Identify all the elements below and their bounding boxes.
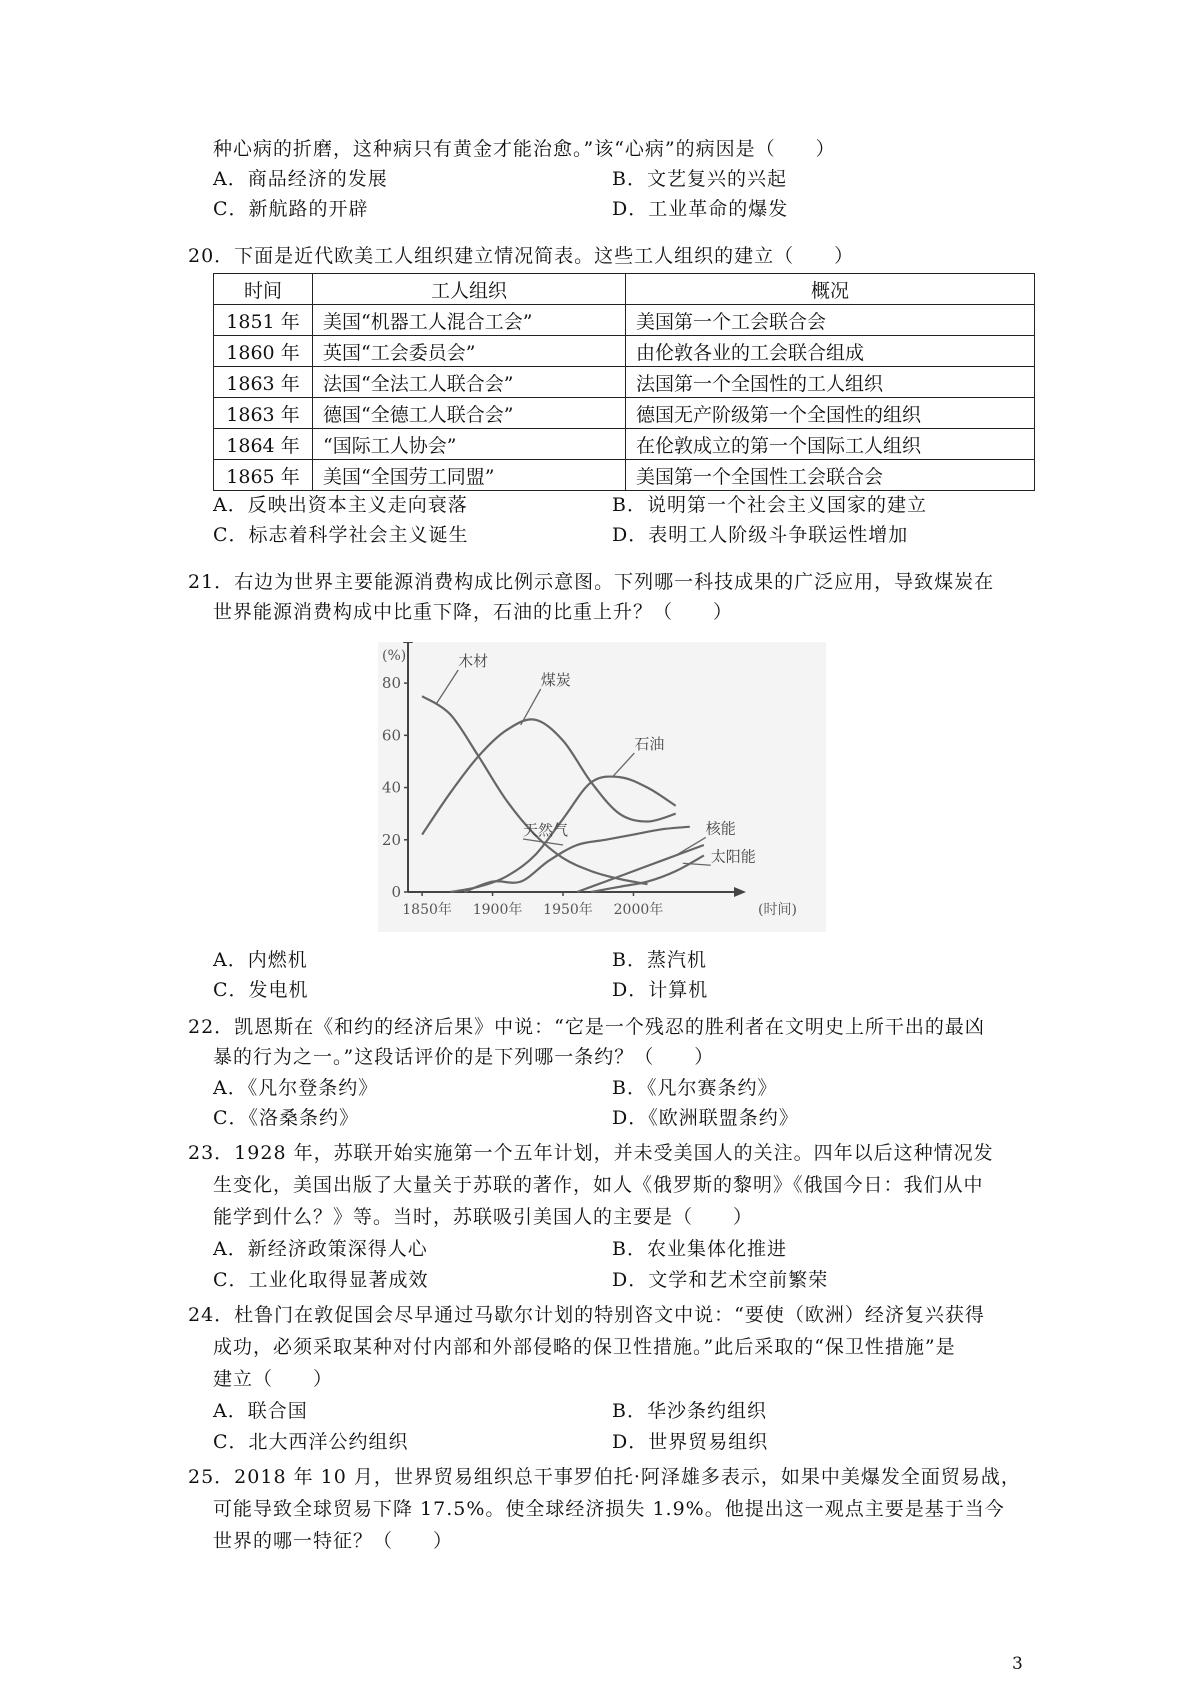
q24-option-b[interactable]: B．华沙条约组织 (612, 1400, 767, 1422)
q20-option-a[interactable]: A．反映出资本主义走向衰落 (213, 494, 468, 516)
q20-option-b[interactable]: B．说明第一个社会主义国家的建立 (612, 494, 927, 516)
q24-option-d[interactable]: D．世界贸易组织 (612, 1431, 769, 1453)
y-tick-label: 0 (391, 883, 401, 901)
x-tick-label: 1900年 (472, 902, 523, 918)
q19-stem-tail: 种心病的折磨，这种病只有黄金才能治愈。”该“心病”的病因是（ ） (213, 138, 836, 160)
x-tick-label: 1850年 (402, 902, 452, 918)
q21-option-d[interactable]: D．计算机 (612, 979, 709, 1001)
q22-option-b[interactable]: B．《凡尔赛条约》 (612, 1077, 778, 1099)
y-tick-label: 80 (381, 674, 401, 693)
y-tick-label: 20 (381, 830, 401, 849)
q24-stem-line-1: 24．杜鲁门在敦促国会尽早通过马歇尔计划的特别咨文中说：“要使（欧洲）经济复兴获得 (188, 1304, 985, 1326)
q21-option-c[interactable]: C．发电机 (213, 979, 309, 1001)
cell-overview: 由伦敦各业的工会联合组成 (626, 336, 1035, 367)
q21-option-a[interactable]: A．内燃机 (213, 949, 308, 971)
x-tick-label: 2000年 (613, 902, 664, 918)
table-row (214, 429, 1035, 460)
cell-time: 1863 年 (214, 367, 313, 398)
cell-organization: 美国“机器工人混合工会” (313, 305, 626, 336)
y-axis-label: (%) (382, 648, 407, 664)
q21-option-b[interactable]: B．蒸汽机 (612, 949, 707, 971)
table-header-row (214, 274, 1035, 305)
table-row (214, 305, 1035, 336)
q20-option-d[interactable]: D．表明工人阶级斗争联运性增加 (612, 524, 909, 546)
header-overview: 概况 (626, 274, 1035, 305)
x-tick-label: 1950年 (543, 902, 593, 918)
cell-time: 1860 年 (214, 336, 313, 367)
q23-stem-line-2: 生变化，美国出版了大量关于苏联的著作，如人《俄罗斯的黎明》《俄国今日：我们从中 (213, 1174, 984, 1196)
cell-time: 1851 年 (214, 305, 313, 336)
q19-option-b[interactable]: B．文艺复兴的兴起 (612, 168, 787, 190)
header-organization: 工人组织 (313, 274, 626, 305)
cell-organization: 法国“全法工人联合会” (313, 367, 626, 398)
q19-option-a[interactable]: A．商品经济的发展 (213, 168, 388, 190)
series-label-wood: 木材 (458, 652, 489, 670)
q21-stem-line-1: 21．右边为世界主要能源消费构成比例示意图。下列哪一科技成果的广泛应用，导致煤炭在 (188, 571, 995, 593)
cell-time: 1865 年 (214, 460, 313, 491)
q24-stem-line-3: 建立（ ） (213, 1368, 334, 1390)
table-row (214, 460, 1035, 491)
q22-option-a[interactable]: A．《凡尔登条约》 (213, 1077, 379, 1099)
table-row (214, 336, 1035, 367)
cell-time: 1863 年 (214, 398, 313, 429)
chart-background (378, 642, 826, 932)
series-label-solar: 太阳能 (710, 847, 756, 866)
series-label-natural-gas: 天然气 (523, 821, 569, 839)
cell-organization: 德国“全德工人联合会” (313, 398, 626, 429)
q22-stem-line-1: 22．凯恩斯在《和约的经济后果》中说：“它是一个残忍的胜利者在文明史上所干出的最凶 (188, 1016, 985, 1038)
q24-stem-line-2: 成功，必须采取某种对付内部和外部侵略的保卫性措施。”此后采取的“保卫性措施”是 (213, 1336, 956, 1358)
series-label-oil: 石油 (634, 735, 665, 754)
y-axis-arrow (403, 642, 413, 643)
table-row (214, 398, 1035, 429)
x-axis-label: (时间) (758, 902, 797, 918)
q25-stem-line-1: 25．2018 年 10 月，世界贸易组织总干事罗伯托·阿泽雄多表示，如果中美爆发全面贸易战， (188, 1466, 1021, 1488)
q24-option-a[interactable]: A．联合国 (213, 1400, 308, 1422)
q25-stem-line-3: 世界的哪一特征？（ ） (213, 1530, 454, 1552)
q20-option-c[interactable]: C．标志着科学社会主义诞生 (213, 524, 469, 546)
q22-option-d[interactable]: D．《欧洲联盟条约》 (612, 1107, 799, 1129)
series-label-coal: 煤炭 (540, 670, 571, 689)
q23-stem-line-1: 23．1928 年，苏联开始实施第一个五年计划，并未受美国人的关注。四年以后这种情况发 (188, 1142, 994, 1164)
y-tick-label: 60 (381, 726, 401, 745)
cell-overview: 美国第一个全国性工会联合会 (626, 460, 1035, 491)
q24-option-c[interactable]: C．北大西洋公约组织 (213, 1431, 409, 1453)
cell-organization: 美国“全国劳工同盟” (313, 460, 626, 491)
cell-overview: 美国第一个工会联合会 (626, 305, 1035, 336)
cell-overview: 在伦敦成立的第一个国际工人组织 (626, 429, 1035, 460)
q22-option-c[interactable]: C．《洛桑条约》 (213, 1107, 360, 1129)
cell-time: 1864 年 (214, 429, 313, 460)
worker-organizations-table (213, 273, 1035, 491)
cell-organization: 英国“工会委员会” (313, 336, 626, 367)
q23-option-d[interactable]: D．文学和艺术空前繁荣 (612, 1269, 829, 1291)
q23-option-c[interactable]: C．工业化取得显著成效 (213, 1269, 429, 1291)
cell-organization: “国际工人协会” (313, 429, 626, 460)
y-tick-label: 40 (381, 778, 401, 797)
q19-option-d[interactable]: D．工业革命的爆发 (612, 198, 789, 220)
page-number: 3 (1012, 1654, 1023, 1674)
q19-option-c[interactable]: C．新航路的开辟 (213, 198, 369, 220)
table-row (214, 367, 1035, 398)
q23-option-b[interactable]: B．农业集体化推进 (612, 1238, 787, 1260)
q20-stem: 20．下面是近代欧美工人组织建立情况简表。这些工人组织的建立（ ） (188, 245, 855, 267)
cell-overview: 法国第一个全国性的工人组织 (626, 367, 1035, 398)
q25-stem-line-2: 可能导致全球贸易下降 17.5%。使全球经济损失 1.9%。他提出这一观点主要是基于当今 (213, 1498, 1005, 1520)
series-label-nuclear: 核能 (705, 819, 736, 838)
q23-option-a[interactable]: A．新经济政策深得人心 (213, 1238, 428, 1260)
q22-stem-line-2: 暴的行为之一。”这段话评价的是下列哪一条约？（ ） (213, 1046, 715, 1068)
energy-consumption-chart (378, 642, 826, 932)
q23-stem-line-3: 能学到什么？》等。当时，苏联吸引美国人的主要是（ ） (213, 1206, 754, 1228)
q21-stem-line-2: 世界能源消费构成中比重下降，石油的比重上升？（ ） (213, 601, 734, 623)
header-time: 时间 (214, 274, 313, 305)
cell-overview: 德国无产阶级第一个全国性的组织 (626, 398, 1035, 429)
